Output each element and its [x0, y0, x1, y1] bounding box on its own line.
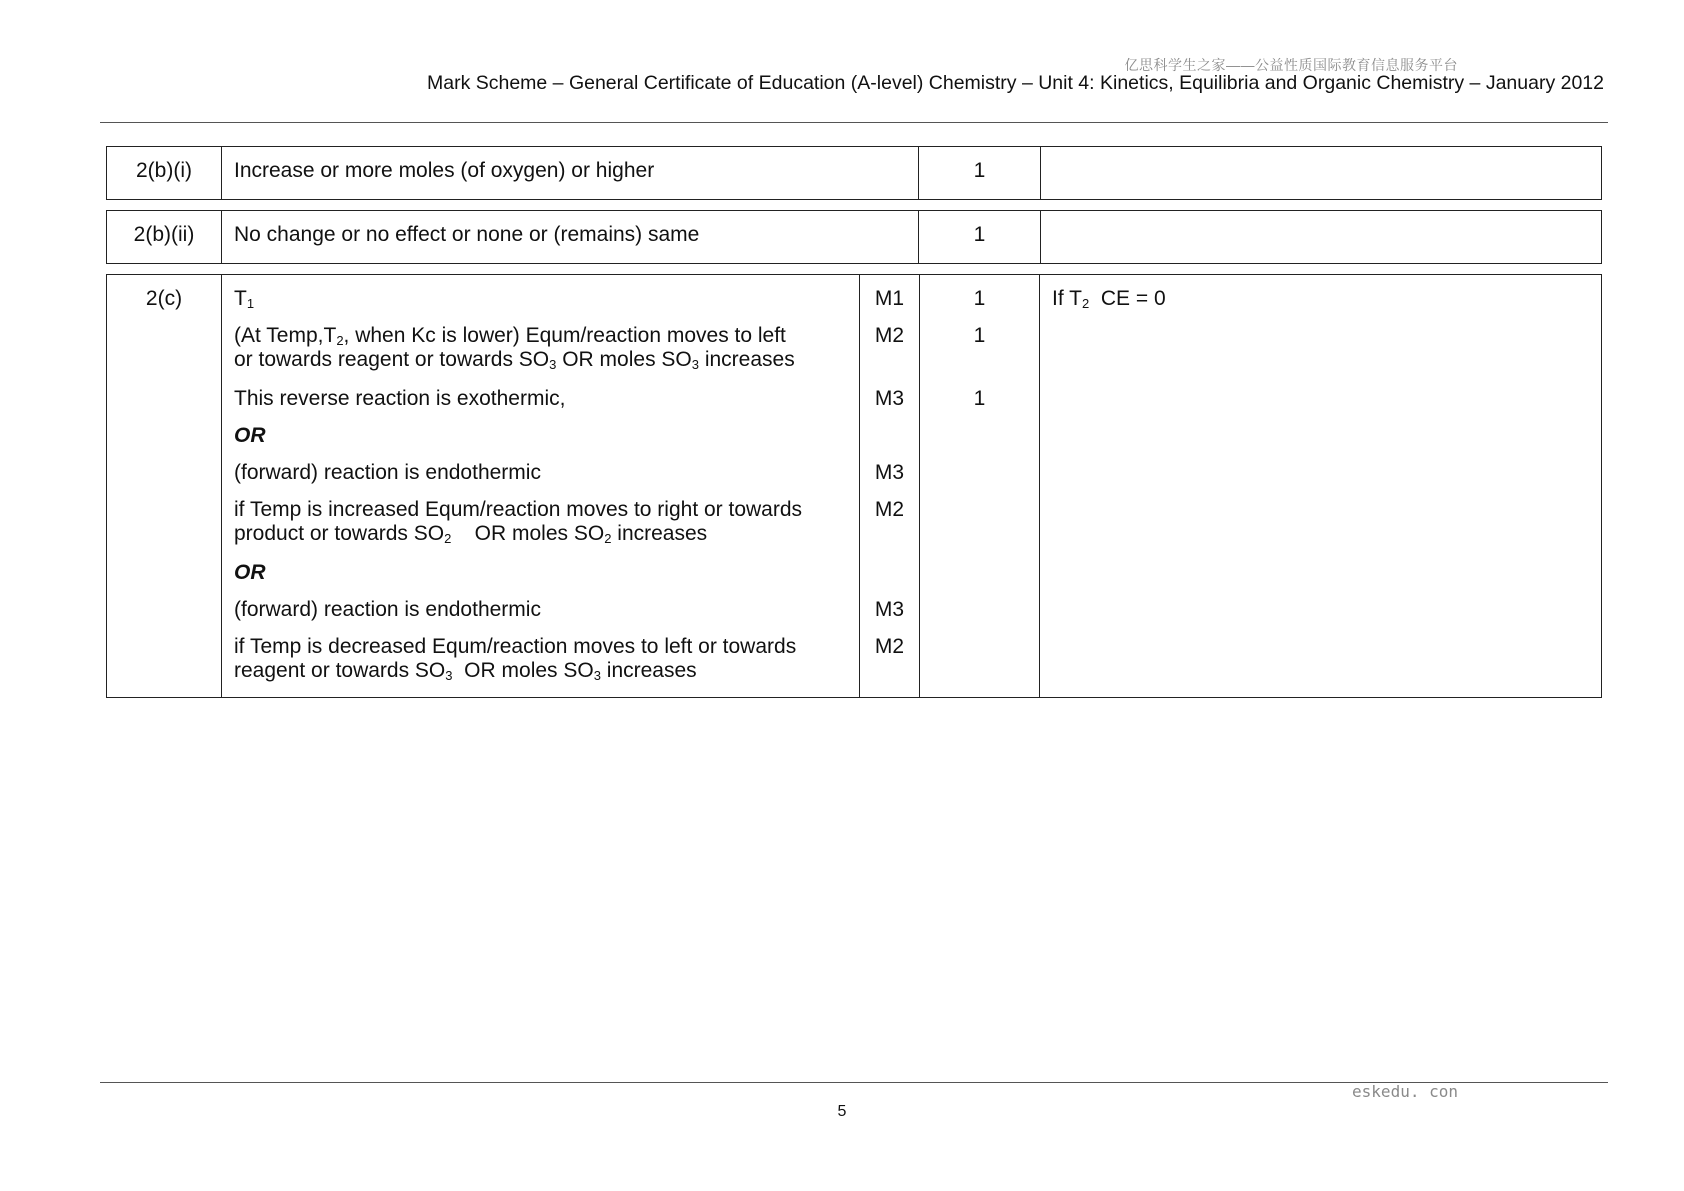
mark-value: 1	[973, 287, 986, 310]
mark-scheme-table-2bi	[106, 146, 1602, 200]
mark-point-label: M1	[874, 287, 905, 310]
answer-line: This reverse reaction is exothermic,	[234, 387, 566, 410]
mark-scheme-table-2bii	[106, 210, 1602, 264]
answer-line: $T_1$	[234, 287, 255, 311]
answer-line: if Temp is increased Equm/reaction moves to right or towards product or towards $SO_2$ OR moles $SO_2$ increases	[234, 498, 803, 547]
question-cell: 2(b)(ii)	[107, 211, 222, 264]
comments-cell	[1041, 147, 1602, 200]
answer-cell: No change or no effect or none or (remains) same	[222, 211, 919, 264]
mark-point-cell	[860, 275, 920, 698]
or-label: OR	[234, 561, 266, 584]
table-row	[107, 275, 1602, 698]
mark-value: 1	[973, 387, 986, 410]
mark-cell: 1	[919, 211, 1041, 264]
comments-cell	[1041, 211, 1602, 264]
answer-cell: Increase or more moles (of oxygen) or higher	[222, 147, 919, 200]
answer-line: (forward) reaction is endothermic	[234, 598, 541, 621]
or-label: OR	[234, 424, 266, 447]
spacer	[860, 561, 919, 587]
mark-scheme-table-2c	[106, 274, 1602, 698]
header-divider	[100, 122, 1608, 123]
mark-point-label: M2	[874, 635, 905, 658]
answer-line: if Temp is decreased Equm/reaction moves to left or towards reagent or towards $SO_3$ OR moles $SO_3$ increases	[234, 635, 797, 684]
spacer	[860, 424, 919, 450]
mark-point-label: M3	[874, 598, 905, 621]
mark-cell	[920, 275, 1040, 698]
question-cell: 2(c)	[107, 275, 222, 698]
watermark-bottom: eskedu. con	[1352, 1082, 1458, 1101]
answer-line: (At $Temp,T_2$, when Kc is lower) Equm/reaction moves to left or towards reagent or towards $SO_3$ OR moles $SO_3$ increases	[234, 324, 795, 373]
page-header-title: Mark Scheme – General Certificate of Education (A-level) Chemistry – Unit 4: Kinetics, Equilibria and Organic Chemistry – January 2012	[426, 72, 1604, 94]
watermark-top: 亿思科学生之家——公益性质国际教育信息服务平台	[1124, 57, 1458, 73]
comments-cell: If $T_2$ CE = 0	[1040, 275, 1602, 698]
mark-point-label: M2	[874, 498, 905, 521]
question-cell: 2(b)(i)	[107, 147, 222, 200]
mark-point-label: M3	[874, 387, 905, 410]
answer-cell	[222, 275, 860, 698]
mark-cell: 1	[919, 147, 1041, 200]
mark-value: 1	[973, 324, 986, 347]
mark-point-label: M2	[874, 324, 905, 347]
table-row	[107, 147, 1602, 200]
table-row	[107, 211, 1602, 264]
mark-point-label: M3	[874, 461, 905, 484]
page-number: 5	[837, 1103, 847, 1120]
answer-line: (forward) reaction is endothermic	[234, 461, 541, 484]
